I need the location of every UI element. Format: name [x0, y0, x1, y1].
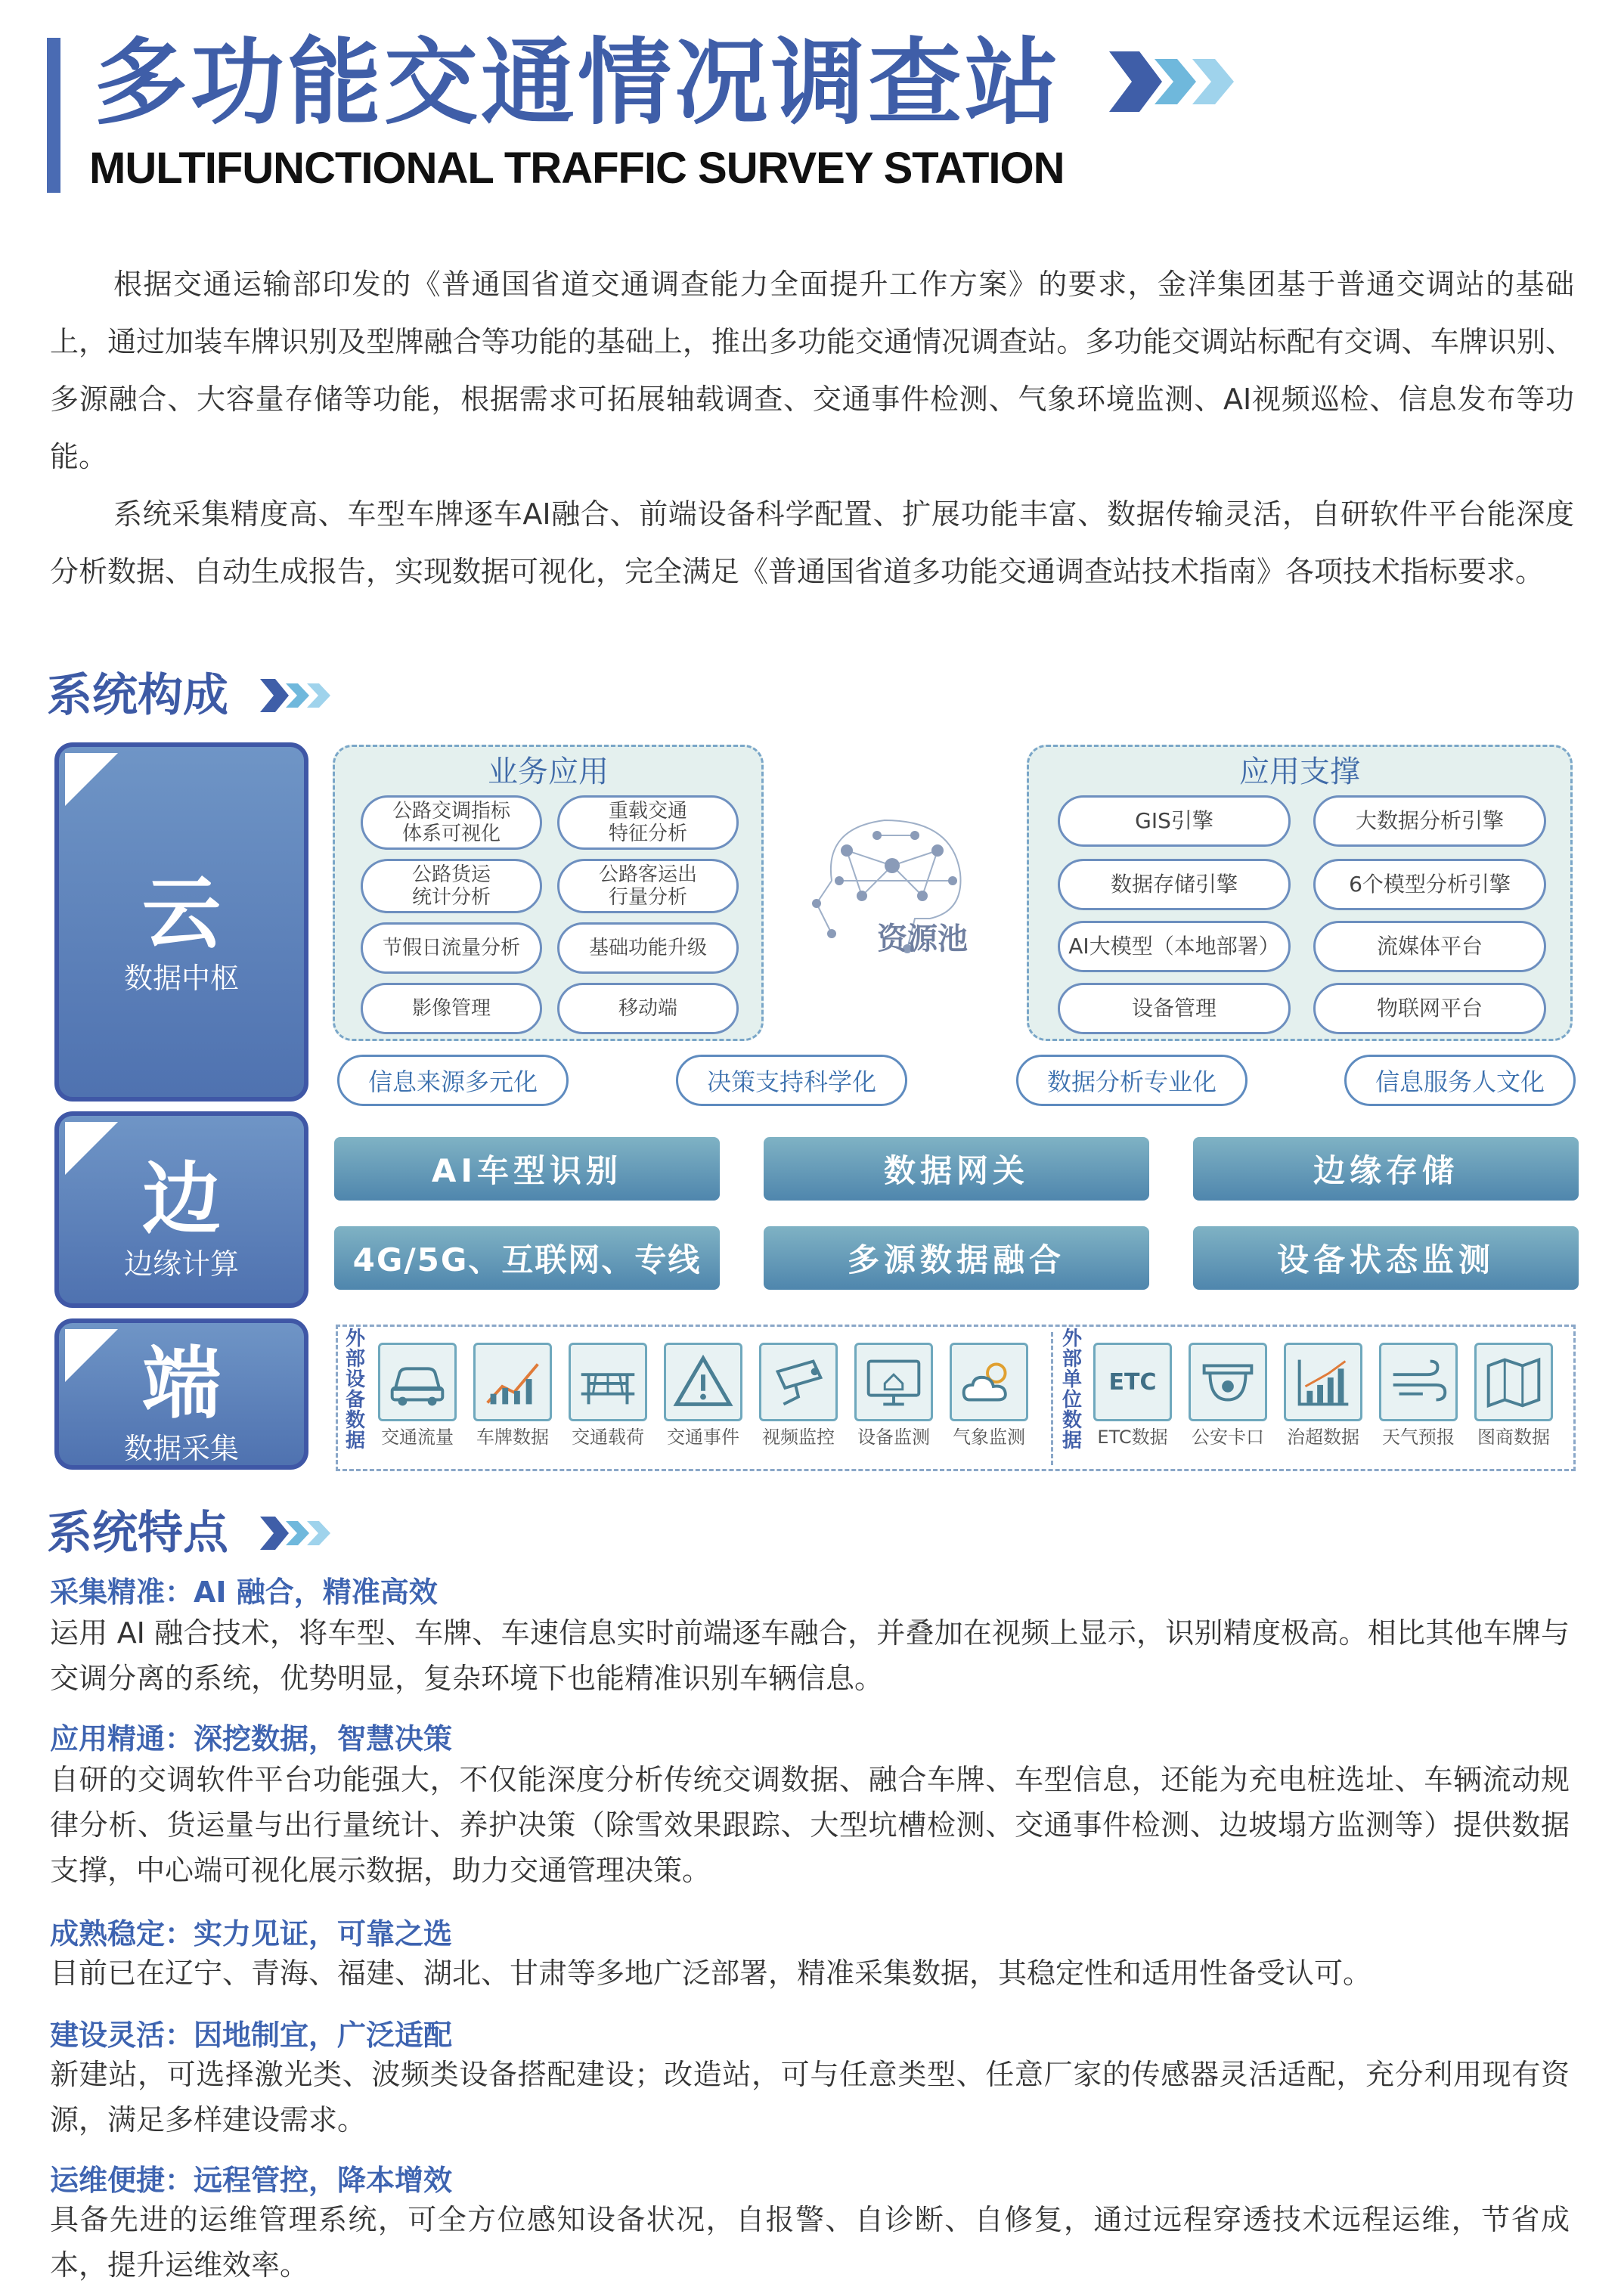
device-label: 视频监控 [762, 1427, 835, 1448]
external-device-label: 外部设备数据 [345, 1328, 365, 1452]
device-label: 公安卡口 [1192, 1427, 1264, 1448]
device-label: 天气预报 [1382, 1427, 1455, 1448]
layer-end-label: 数据采集 [123, 1432, 239, 1465]
chart-icon [473, 1343, 552, 1421]
feature-body: 运用 AI 融合技术，将车型、车牌、车速信息实时前端逐车融合，并叠加在视频上显示，识别精度极高。相比其他车牌与交调分离的系统，优势明显，复杂环境下也能精准识别车辆信息。 [50, 1616, 1570, 1695]
layer-cloud [54, 742, 308, 1102]
business-item[interactable]: 基础功能升级 [557, 922, 739, 974]
warning-icon [664, 1343, 742, 1421]
support-item[interactable]: 流媒体平台 [1313, 921, 1546, 972]
support-item[interactable]: 大数据分析引擎 [1313, 795, 1546, 847]
edge-device-monitoring[interactable]: 设备状态监测 [1193, 1226, 1579, 1290]
feature-heading: 应用精通：深挖数据，智慧决策 [50, 1722, 453, 1755]
business-item[interactable]: 节假日流量分析 [361, 922, 542, 974]
device-label: 交通事件 [667, 1427, 739, 1448]
feature-body: 新建站，可选择激光类、波频类设备搭配建设；改造站，可与任意类型、任意厂家的传感器灵活适配，充分利用现有资源，满足多样建设需求。 [50, 2058, 1570, 2136]
device-label: ETC数据 [1097, 1427, 1168, 1448]
edge-ai-vehicle-recognition[interactable]: AI车型识别 [334, 1137, 720, 1201]
car-icon [378, 1343, 457, 1421]
feature-body: 目前已在辽宁、青海、福建、湖北、甘肃等多地广泛部署，精准采集数据，其稳定性和适用性备受认可。 [50, 1957, 1372, 1990]
title-accent-bar [47, 38, 60, 193]
business-item[interactable]: 移动端 [557, 983, 739, 1034]
device-label: 图商数据 [1477, 1427, 1550, 1448]
monitor-icon [854, 1343, 933, 1421]
device-label: 交通流量 [381, 1427, 454, 1448]
intro-paragraph-2: 系统采集精度高、车型车牌逐车AI融合、前端设备科学配置、扩展功能丰富、数据传输灵活，自研软件平台能深度分析数据、自动生成报告，实现数据可视化，完全满足《普通国省道多功能交通调查站技术指南》各项技术指标要求。 [50, 497, 1574, 588]
layer-end [54, 1318, 308, 1470]
feature-heading: 运维便捷：远程管控，降本增效 [50, 2164, 453, 2197]
camera-icon [759, 1343, 838, 1421]
dome-camera-icon [1189, 1343, 1267, 1421]
support-item[interactable]: 物联网平台 [1313, 983, 1546, 1034]
edge-data-gateway[interactable]: 数据网关 [764, 1137, 1149, 1201]
layer-edge-char: 边 [141, 1153, 221, 1245]
bridge-icon [569, 1343, 647, 1421]
device-label: 车牌数据 [476, 1427, 549, 1448]
support-item[interactable]: 设备管理 [1058, 983, 1291, 1034]
bar-chart-icon [1284, 1343, 1362, 1421]
layer-edge-label: 边缘计算 [123, 1247, 239, 1281]
chevrons-icon [1105, 44, 1241, 119]
feature-heading: 采集精准：AI 融合，精准高效 [50, 1576, 438, 1609]
business-item[interactable]: 影像管理 [361, 983, 542, 1034]
feature-body: 自研的交调软件平台功能强大，不仅能深度分析传统交调数据、融合车牌、车型信息，还能为充电桩选址、车辆流动规律分析、货运量与出行量统计、养护决策（除雪效果跟踪、大型坑槽检测、交通事件检测、边坡塌方监测等）提供数据支撑，中心端可视化展示数据，助力交通管理决策。 [50, 1763, 1570, 1887]
tag-pill: 信息服务人文化 [1344, 1055, 1576, 1106]
device-label: 交通载荷 [572, 1427, 644, 1448]
layer-end-char: 端 [141, 1337, 221, 1430]
business-panel [333, 745, 764, 1041]
support-panel-title: 应用支撑 [1239, 754, 1360, 789]
support-item[interactable]: GIS引擎 [1058, 795, 1291, 847]
feature-heading: 成熟稳定：实力见证，可靠之选 [50, 1917, 453, 1951]
section-title-system: 系统构成 [47, 669, 228, 722]
device-label: 设备监测 [857, 1427, 930, 1448]
business-item[interactable]: 公路货运 统计分析 [361, 859, 542, 913]
page-subtitle: MULTIFUNCTIONAL TRAFFIC SURVEY STATION [89, 144, 1065, 193]
weather-icon [950, 1343, 1028, 1421]
layer-cloud-char: 云 [141, 867, 221, 959]
business-item[interactable]: 公路交调指标 体系可视化 [361, 795, 542, 850]
edge-network[interactable]: 4G/5G、互联网、专线 [334, 1226, 720, 1290]
tag-pill: 决策支持科学化 [676, 1055, 907, 1106]
tag-pill: 信息来源多元化 [337, 1055, 569, 1106]
device-label: 治超数据 [1287, 1427, 1359, 1448]
business-panel-title: 业务应用 [488, 754, 609, 789]
tag-pill: 数据分析专业化 [1016, 1055, 1248, 1106]
map-icon [1474, 1343, 1553, 1421]
wind-icon [1379, 1343, 1458, 1421]
edge-multisource-fusion[interactable]: 多源数据融合 [764, 1226, 1149, 1290]
business-item[interactable]: 公路客运出 行量分析 [557, 859, 739, 913]
business-item[interactable]: 重载交通 特征分析 [557, 795, 739, 850]
resource-pool-label: 资源池 [877, 922, 968, 956]
external-unit-label: 外部单位数据 [1062, 1328, 1082, 1452]
edge-storage[interactable]: 边缘存储 [1193, 1137, 1579, 1201]
device-label: 气象监测 [953, 1427, 1025, 1448]
feature-body: 具备先进的运维管理系统，可全方位感知设备状况，自报警、自诊断、自修复，通过远程穿透技术远程运维，节省成本，提升运维效率。 [50, 2203, 1570, 2282]
device-divider [1051, 1332, 1053, 1465]
support-item[interactable]: 6个模型分析引擎 [1313, 859, 1546, 910]
layer-edge [54, 1111, 308, 1308]
section-title-features: 系统特点 [47, 1507, 228, 1560]
feature-heading: 建设灵活：因地制宜，广泛适配 [50, 2019, 453, 2052]
support-item[interactable]: AI大模型（本地部署） [1058, 921, 1291, 972]
page-title: 多功能交通情况调查站 [94, 29, 1062, 138]
layer-cloud-label: 数据中枢 [123, 962, 239, 995]
support-panel [1027, 745, 1573, 1041]
intro-paragraph-1: 根据交通运输部印发的《普通国省道交通调查能力全面提升工作方案》的要求，金洋集团基于普通交调站的基础上，通过加装车牌识别及型牌融合等功能的基础上，推出多功能交通情况调查站。多功能交调站标配有交调、车牌识别、多源融合、大容量存储等功能，根据需求可拓展轴载调查、交通事件检测、气象环境监测、AI视频巡检、信息发布等功能。 [50, 268, 1574, 473]
chevrons-icon [259, 674, 334, 717]
chevrons-icon [259, 1512, 334, 1554]
etc-icon: ETC [1093, 1343, 1172, 1421]
support-item[interactable]: 数据存储引擎 [1058, 859, 1291, 910]
